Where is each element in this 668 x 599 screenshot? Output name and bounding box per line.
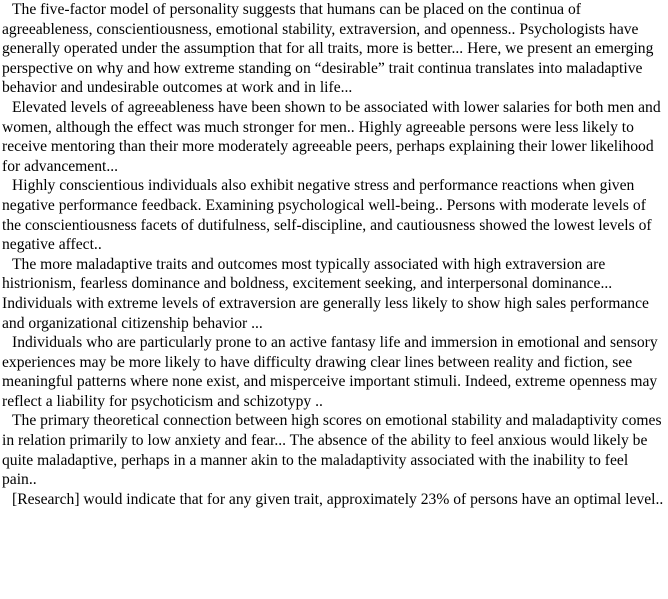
paragraph-research-conclusion: [Research] would indicate that for any given trait, approximately 23% of persons have an optimal level.. — [12, 490, 664, 508]
paragraph-five-factor-intro: The five-factor model of personality suggests that humans can be placed on the continua of agreeableness, conscientiousness, emotional stability, extraversion, and openness.. Psychologists have generally operated under the assumption that for all traits, more is better... Here, we present an emerging perspective on why and how extreme standing on “desirable” trait continua translates into maladaptive behavior and undesirable outcomes at work and in life... — [2, 1, 654, 97]
document-body — [2, 0, 666, 509]
paragraph-emotional-stability: The primary theoretical connection between high scores on emotional stability and maladaptivity comes in relation primarily to low anxiety and fear... The absence of the ability to feel anxious would likely be quite maladaptive, perhaps in a manner akin to the maladaptivity associated with the inability to feel pain.. — [2, 412, 662, 489]
paragraph-openness: Individuals who are particularly prone to an active fantasy life and immersion in emotional and sensory experiences may be more likely to have difficulty drawing clear lines between reality and fiction, see meaningful patterns where none exist, and misperceive important stimuli. Indeed, extreme openness may reflect a liability for psychoticism and schizotypy .. — [2, 334, 658, 410]
paragraph-conscientiousness: Highly conscientious individuals also exhibit negative stress and performance reactions when given negative performance feedback. Examining psychological well-being.. Persons with moderate levels of the conscientiousness facets of dutifulness, self-discipline, and cautiousness showed the lowest levels of negative affect.. — [2, 177, 652, 254]
paragraph-agreeableness: Elevated levels of agreeableness have been shown to be associated with lower salaries for both men and women, although the effect was much stronger for men.. Highly agreeable persons were less likely to receive mentoring than their more moderately agreeable peers, perhaps explaining their lower likelihood for advancement... — [2, 98, 661, 175]
paragraph-extraversion: The more maladaptive traits and outcomes most typically associated with high extraversion are histrionism, fearless dominance and boldness, excitement seeking, and interpersonal dominance... Individuals with extreme levels of extraversion are generally less likely to show high sales performance and organizational citizenship behavior ... — [2, 255, 649, 332]
